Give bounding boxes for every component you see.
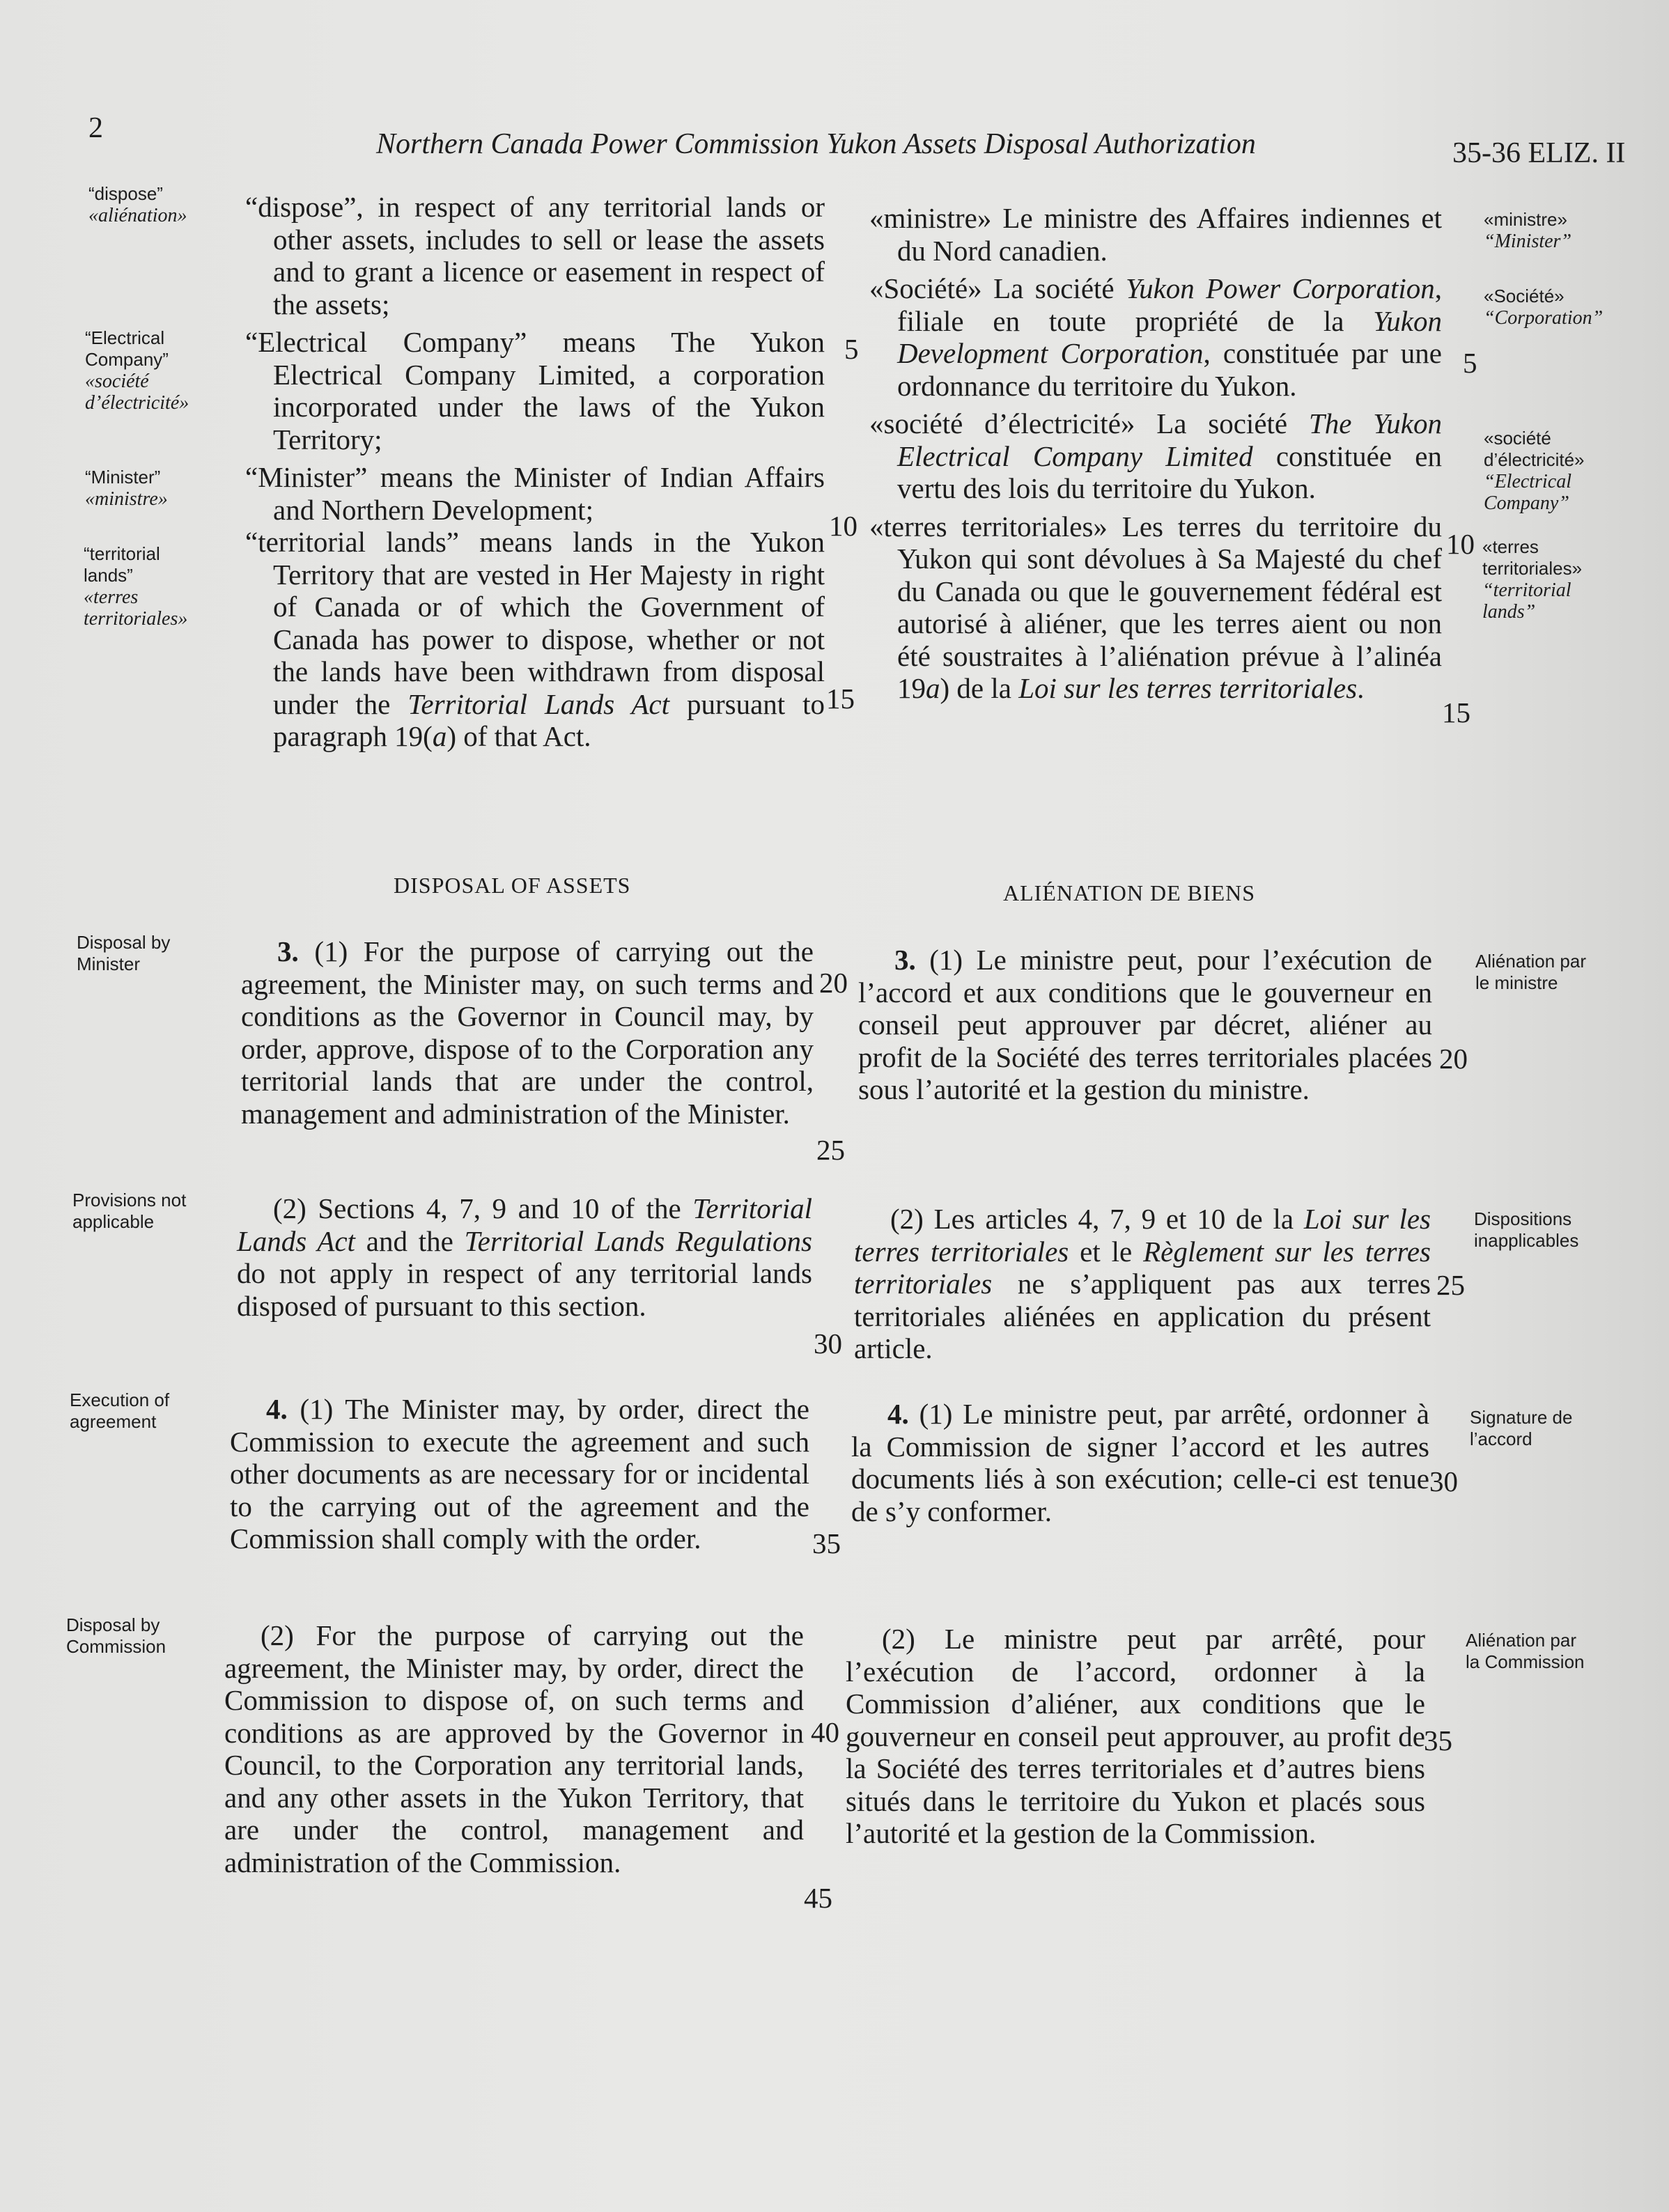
line-number: 20 xyxy=(819,967,848,999)
line-number: 35 xyxy=(812,1527,841,1559)
line-number: 15 xyxy=(826,683,855,715)
definition-societe: «Société» La société Yukon Power Corporation, filiale en toute propriété de la Yukon Development Corporation, constituée par une ordonnance du territoire du Yukon. xyxy=(869,272,1442,402)
line-number: 5 xyxy=(1463,347,1477,379)
line-number: 40 xyxy=(811,1716,839,1748)
line-number: 45 xyxy=(804,1882,832,1914)
margin-note-terres-territoriales: «terres territoriales» “territorial lands” xyxy=(1482,536,1583,623)
english-section-4-2: (2) For the purpose of carrying out the agreement, the Minister may, by order, direct the Commission to dispose of, on such terms and conditions as are approved by the Governor in Council, to the Corporation any territorial lands, and any other assets in the Yukon Territory, that are under the control, management and administration of the Commission. xyxy=(224,1619,804,1878)
definition-territorial-lands: “territorial lands” means lands in the Yukon Territory that are vested in Her Majesty in right of Canada or of which the Government of Canada has power to dispose, whether or not the lands have been withdrawn from disposal under the Territorial Lands Act pursuant to paragraph 19(a) of that Act. xyxy=(245,526,825,752)
margin-note-dispositions-inapplicables: Dispositions inapplicables xyxy=(1474,1208,1579,1251)
line-number: 15 xyxy=(1442,696,1470,729)
margin-note-dispose: “dispose” «aliénation» xyxy=(88,183,187,226)
margin-note-alienation-par-le-ministre: Aliénation par le ministre xyxy=(1475,951,1586,993)
definition-minister: “Minister” means the Minister of Indian Affairs and Northern Development; xyxy=(245,461,825,526)
line-number: 20 xyxy=(1439,1043,1468,1075)
english-section-3-1: 3. (1) For the purpose of carrying out the agreement, the Minister may, on such terms and conditions as the Governor in Council may, by order, approve, dispose of to the Corporation any territorial lands that are under the control, management and administration of the Minister. xyxy=(241,935,814,1130)
definition-ministre: «ministre» Le ministre des Affaires indiennes et du Nord canadien. xyxy=(869,202,1442,267)
margin-note-alienation-par-la-commission: Aliénation par la Commission xyxy=(1466,1630,1585,1672)
line-number: 30 xyxy=(1429,1465,1458,1497)
line-number: 30 xyxy=(814,1327,842,1360)
margin-note-territorial-lands: “territorial lands” «terres territoriales» xyxy=(84,543,188,630)
definition-societe-electricite: «société d’électricité» La société The Yukon Electrical Company Limited constituée en vertu des lois du territoire du Yukon. xyxy=(869,407,1443,504)
page-number: 2 xyxy=(88,112,103,144)
french-section-4-1: 4. (1) Le ministre peut, par arrêté, ordonner à la Commission de signer l’accord et les autres documents liés à son exécution; celle-ci est tenue de s’y conformer. xyxy=(851,1398,1429,1527)
margin-note-societe-electricite: «société d’électricité» “Electrical Company” xyxy=(1484,428,1585,514)
line-number: 10 xyxy=(1446,528,1475,560)
margin-note-societe: «Société» “Corporation” xyxy=(1484,286,1604,329)
french-section-3-1: 3. (1) Le ministre peut, pour l’exécution de l’accord et aux conditions que le gouverneur en conseil peut approuver par décret, aliéner au profit de la Société des terres territoriales placées sous l’autorité et la gestion du ministre. xyxy=(858,944,1432,1105)
line-number: 25 xyxy=(816,1134,845,1166)
heading-disposal-of-assets: DISPOSAL OF ASSETS xyxy=(394,873,631,898)
heading-alienation-de-biens: ALIÉNATION DE BIENS xyxy=(1003,880,1256,905)
definition-electrical-company: “Electrical Company” means The Yukon Electrical Company Limited, a corporation incorporated under the laws of the Yukon Territory; xyxy=(245,326,825,455)
line-number: 25 xyxy=(1436,1269,1465,1301)
line-number: 35 xyxy=(1424,1724,1452,1757)
line-number: 10 xyxy=(829,510,857,542)
margin-note-disposal-by-minister: Disposal by Minister xyxy=(77,932,171,974)
margin-note-minister: “Minister” «ministre» xyxy=(85,467,168,510)
line-number: 5 xyxy=(844,333,859,365)
margin-note-disposal-by-commission: Disposal by Commission xyxy=(66,1614,166,1657)
margin-note-execution-of-agreement: Execution of agreement xyxy=(70,1389,170,1432)
margin-note-ministre: «ministre» “Minister” xyxy=(1484,209,1572,252)
margin-note-provisions-not-applicable: Provisions not applicable xyxy=(72,1190,187,1232)
french-section-3-2: (2) Les articles 4, 7, 9 et 10 de la Loi sur les terres territoriales et le Règlement sur les terres territoriales ne s’appliquent pas aux terres territoriales aliénées en application du présent article. xyxy=(854,1203,1431,1364)
french-section-4-2: (2) Le ministre peut par arrêté, pour l’exécution de l’accord, ordonner à la Commission d’aliéner, aux conditions que le gouverneur en conseil peut approuver, au profit de la Société des terres territoriales et d’autres biens situés dans le territoire du Yukon et placés sous l’autorité et la gestion de la Commission. xyxy=(846,1623,1425,1849)
margin-note-electrical-company: “Electrical Company” «société d’électricité» xyxy=(85,327,189,414)
english-section-4-1: 4. (1) The Minister may, by order, direct the Commission to execute the agreement and such other documents as are necessary for or incidental to the carrying out of the agreement and the Commission shall comply with the order. xyxy=(230,1393,809,1555)
definition-terres-territoriales: «terres territoriales» Les terres du territoire du Yukon qui sont dévolues à Sa Majesté du chef du Canada ou que le gouvernement fédéral est autorisé à aliéner, que les terres aient ou non été soustraites à l’aliénation prévue à l’alinéa 19a) de la Loi sur les terres territoriales. xyxy=(869,510,1442,704)
english-section-3-2: (2) Sections 4, 7, 9 and 10 of the Territorial Lands Act and the Territorial Lands Regulations do not apply in respect of any territorial lands disposed of pursuant to this section. xyxy=(237,1192,813,1322)
french-definitions xyxy=(869,202,1442,705)
definition-dispose: “dispose”, in respect of any territorial lands or other assets, includes to sell or lease the assets and to grant a licence or easement in respect of the assets; xyxy=(245,191,825,320)
regnal-year: 35-36 ELIZ. II xyxy=(1452,137,1626,169)
page-title: Northern Canada Power Commission Yukon Assets Disposal Authorization xyxy=(376,128,1256,160)
english-definitions xyxy=(245,191,825,753)
margin-note-signature-de-l-accord: Signature de l’accord xyxy=(1470,1407,1573,1449)
